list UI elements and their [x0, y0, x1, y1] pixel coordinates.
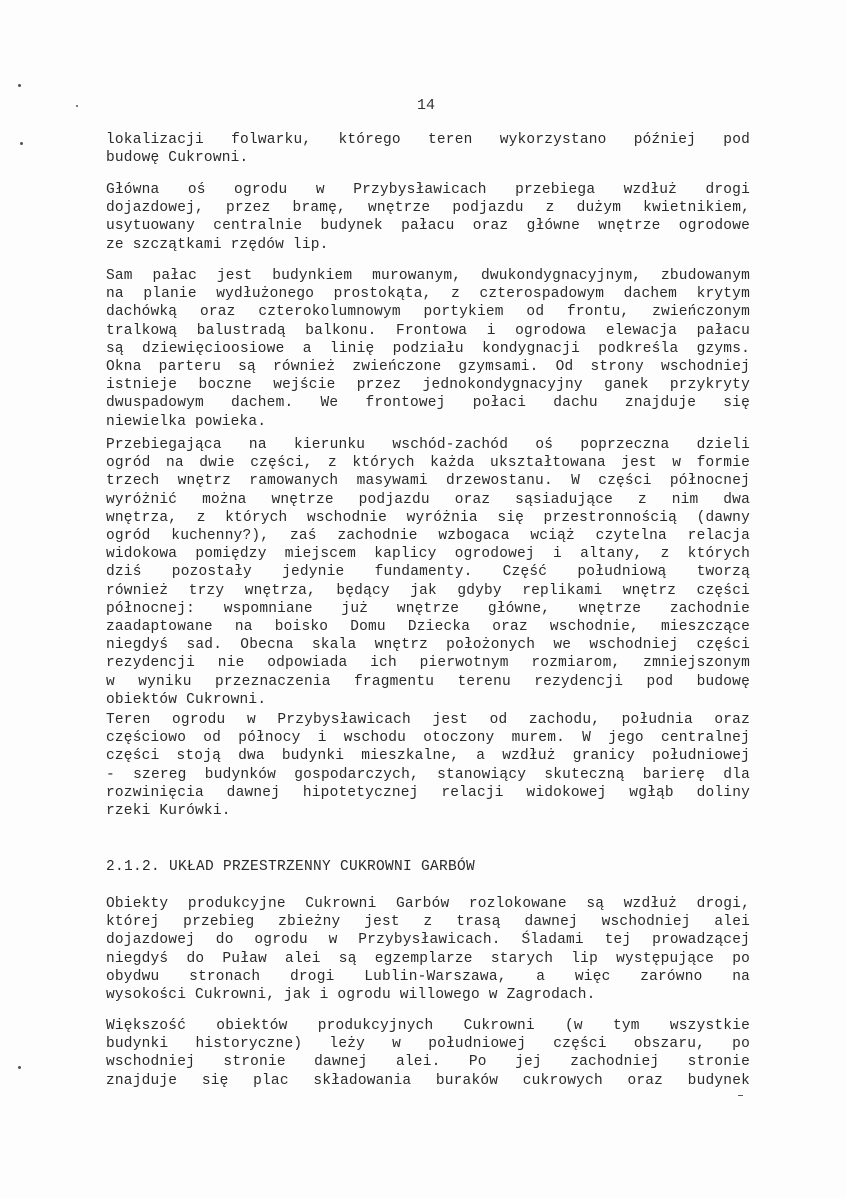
paragraph [106, 181, 750, 254]
text-line: rzeki Kurówki. [106, 803, 231, 820]
text-line: na planie wydłużonego prostokąta, z czterospadowym dachem krytym [106, 286, 750, 303]
scan-mark [738, 1095, 743, 1096]
text-line: lokalizacji folwarku, którego teren wykorzystano później pod [106, 132, 750, 148]
text-line: trzech wnętrz ramowanych masywami drzewostanu. W części północnej [106, 473, 750, 490]
text-line: zaadaptowane na boisko Domu Dziecka oraz wschodnie, mieszczące [106, 619, 750, 636]
text-line: obydwu stronach drogi Lublin-Warszawa, a więc zarówno na [106, 968, 750, 985]
text-line: częściowo od północy i wschodu otoczony murem. W jego centralnej [106, 730, 750, 747]
text-line: również trzy wnętrza, będący jak gdyby replikami wnętrz części [106, 582, 750, 599]
scan-mark [18, 84, 21, 87]
text-line: Główna oś ogrodu w Przybysławicach przebiega wzdłuż drogi [106, 182, 750, 198]
text-line: dojazdowej, przez bramę, wnętrze podjazdu z dużym kwietnikiem, [106, 200, 750, 217]
text-line: dojazdowej do ogrodu w Przybysławicach. Śladami tej prowadzącej [106, 932, 750, 949]
text-line: której przebieg zbieżny jest z trasą dawnej wschodniej alei [106, 914, 750, 931]
text-line: wnętrza, z których wschodnie wyróżnia się przestronnością (dawny [106, 509, 750, 526]
text-line: rezydencji nie odpowiada ich pierwotnym rozmiarom, zmniejszonym [106, 655, 750, 672]
text-line: północnej: wspomniane już wnętrze główne, wnętrze zachodnie [106, 600, 750, 617]
text-line: dwuspadowym dachem. We frontowej połaci dachu znajduje się [106, 395, 750, 412]
text-line: wysokości Cukrowni, jak i ogrodu willowego w Zagrodach. [106, 987, 596, 1004]
text-line: są dziewięcioosiowe a linię podziału kondygnacji podkreśla gzyms. [106, 340, 750, 357]
text-line: ogród na dwie części, z których każda ukształtowana jest w formie [106, 455, 750, 472]
scan-mark [18, 1066, 21, 1069]
paragraph [106, 711, 750, 820]
text-line: niegdyś sad. Obecna skala wnętrz położonych we wschodniej części [106, 637, 750, 654]
text-line: dachówką oraz czterokolumnowym portykiem od frontu, zwieńczonym [106, 304, 750, 321]
text-line: budynki historyczne) leży w południowej części obszaru, po [106, 1036, 750, 1053]
text-line: znajduje się plac składowania buraków cukrowych oraz budynek [106, 1072, 750, 1089]
text-line: części stoją dwa budynki mieszkalne, a wzdłuż granicy południowej [106, 748, 750, 765]
text-line: rozwinięcia dawnej hipotetycznej relacji widokowej wgłąb doliny [106, 784, 750, 801]
paragraph [106, 436, 750, 709]
text-line: ogród kuchenny?), zaś zachodnie wzbogaca wciąż czytelna relacja [106, 528, 750, 545]
text-line: dziś pozostały jedynie fundamenty. Część południową tworzą [106, 564, 750, 581]
text-line: Większość obiektów produkcyjnych Cukrowni (w tym wszystkie [106, 1018, 750, 1034]
text-line: widokowa pomiędzy miejscem kaplicy ogrodowej i altany, z których [106, 546, 750, 563]
paragraph [106, 267, 750, 431]
section-heading: 2.1.2. UKŁAD PRZESTRZENNY CUKROWNI GARBÓW [106, 859, 476, 875]
text-line: ze szczątkami rzędów lip. [106, 236, 329, 253]
text-line: usytuowany centralnie budynek pałacu oraz główne wnętrze ogrodowe [106, 218, 750, 235]
text-line: istnieje boczne wejście przez jednokondygnacyjny ganek przykryty [106, 377, 750, 394]
text-line: niegdyś do Puław alei są egzemplarze starych lip występujące po [106, 950, 750, 967]
text-line: w wyniku przeznaczenia fragmentu terenu rezydencji pod budowę [106, 673, 750, 690]
text-line: wyróżnić można wnętrze podjazdu oraz sąsiadujące z nim dwa [106, 491, 750, 508]
text-line: obiektów Cukrowni. [106, 691, 267, 708]
text-line: Obiekty produkcyjne Cukrowni Garbów rozlokowane są wzdłuż drogi, [106, 896, 750, 912]
text-line: Przebiegająca na kierunku wschód-zachód oś poprzeczna dzieli [106, 437, 750, 453]
paragraph [106, 131, 750, 167]
paragraph [106, 1017, 750, 1090]
text-line: Okna parteru są również zwieńczone gzymsami. Od strony wschodniej [106, 359, 750, 376]
text-line: Sam pałac jest budynkiem murowanym, dwukondygnacyjnym, zbudowanym [106, 268, 750, 284]
paragraph [106, 895, 750, 1004]
scan-mark [76, 105, 78, 107]
text-line: wschodniej stronie dawnej alei. Po jej zachodniej stronie [106, 1054, 750, 1071]
text-line: niewielka powieka. [106, 413, 267, 430]
scan-mark [20, 142, 23, 145]
page-number: 14 [417, 97, 436, 114]
text-line: Teren ogrodu w Przybysławicach jest od zachodu, południa oraz [106, 712, 750, 728]
text-line: - szereg budynków gospodarczych, stanowiący skuteczną barierę dla [106, 766, 750, 783]
text-line: tralkową balustradą balkonu. Frontowa i ogrodowa elewacja pałacu [106, 322, 750, 339]
text-line: budowę Cukrowni. [106, 150, 249, 167]
